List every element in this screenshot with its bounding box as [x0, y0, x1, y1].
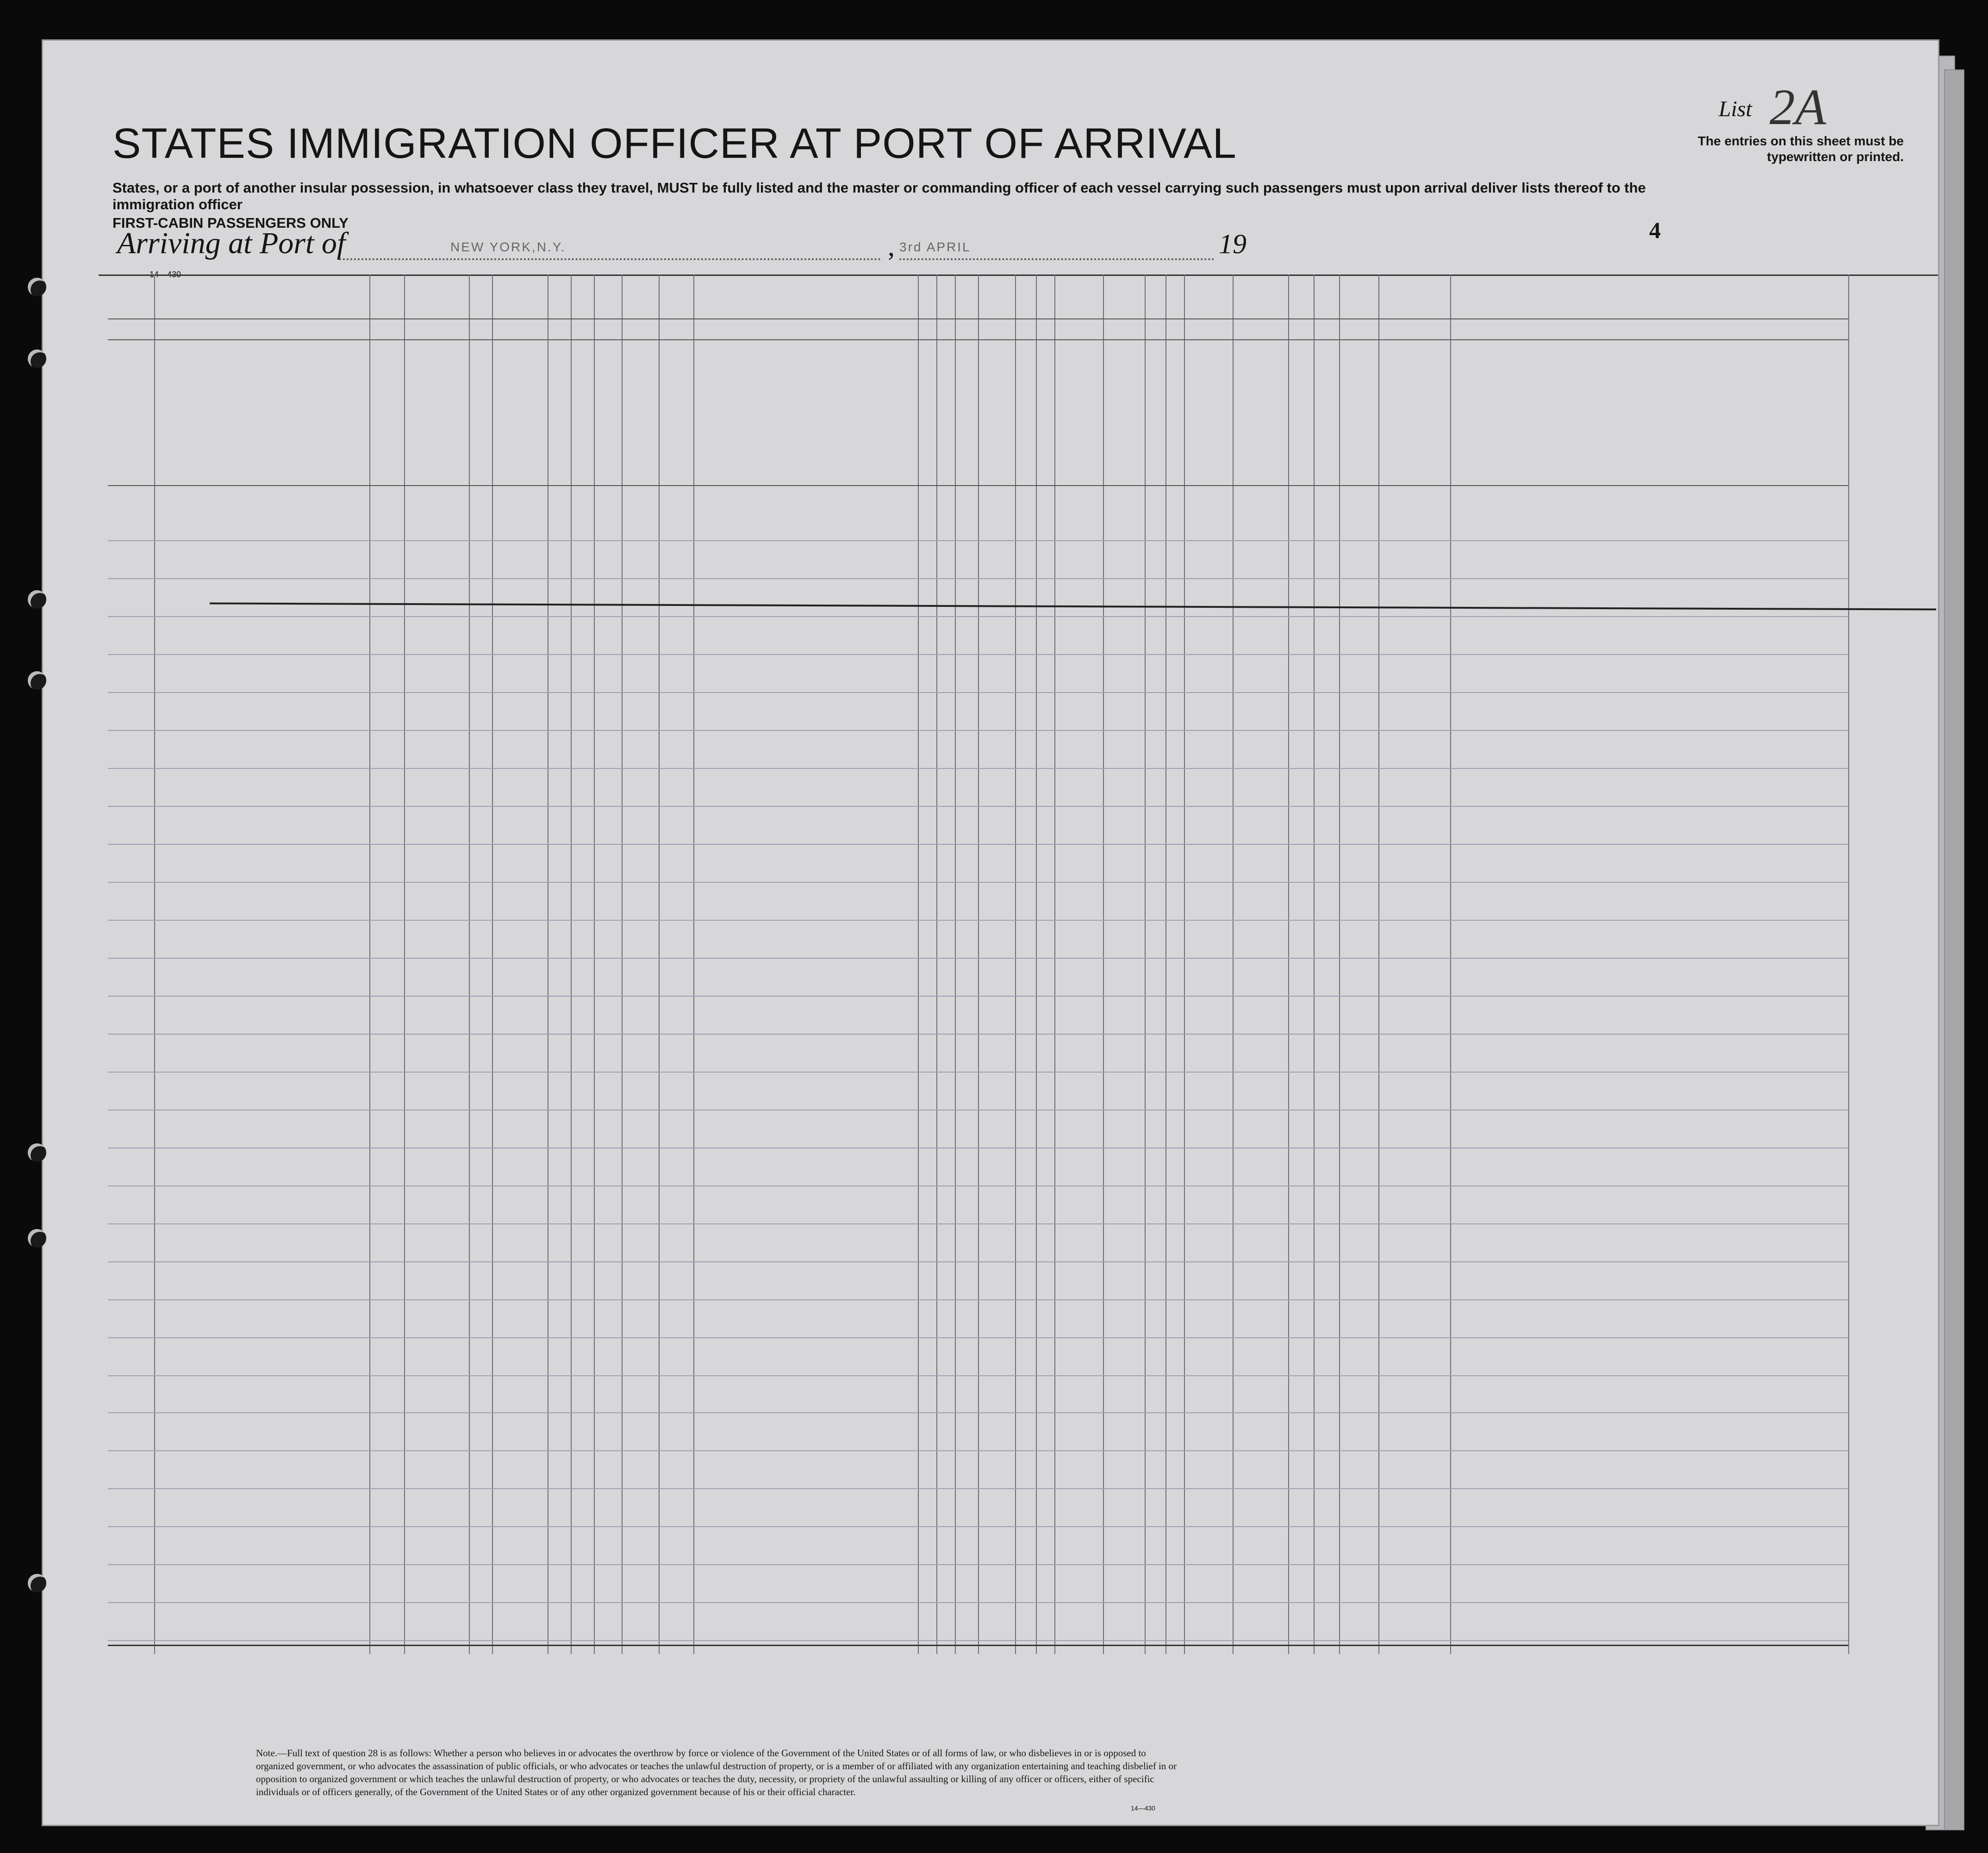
binding-hole: [28, 590, 46, 609]
row-rule: [108, 1526, 1848, 1527]
row-rule: [108, 1261, 1848, 1262]
binding-hole: [28, 1574, 46, 1592]
row-rule: [108, 1299, 1848, 1300]
manifest-sheet: [42, 39, 1939, 1826]
arriving-label: Arriving at Port of: [117, 226, 346, 260]
list-label: List: [1719, 97, 1752, 121]
column-rule: [1054, 275, 1055, 1654]
row-rule: [108, 1412, 1848, 1413]
column-rule: [1314, 275, 1315, 1654]
column-rule: [1848, 275, 1849, 1654]
row-rule: [108, 996, 1848, 997]
column-rule: [404, 275, 405, 1654]
binding-hole: [28, 671, 46, 690]
column-rule: [1339, 275, 1340, 1654]
year-prefix: 19: [1219, 229, 1246, 259]
row-rule: [108, 882, 1848, 883]
page-number: 4: [1649, 217, 1661, 243]
row-rule: [108, 958, 1848, 959]
column-rule: [1015, 275, 1016, 1654]
page-title: STATES IMMIGRATION OFFICER AT PORT OF ARRIVAL: [112, 120, 1237, 167]
row-rule: [108, 616, 1848, 617]
column-rule: [1145, 275, 1146, 1654]
row-rule: [108, 1223, 1848, 1224]
column-rule: [1103, 275, 1104, 1654]
typewritten-note: The entries on this sheet must be typewritten or printed.: [1698, 134, 1904, 164]
row-rule: [108, 578, 1848, 579]
column-rule: [659, 275, 660, 1654]
row-rule: [108, 920, 1848, 921]
binding-hole: [28, 1229, 46, 1248]
footnote-form-number: 14—430: [1131, 1804, 1155, 1812]
row-rule: [108, 730, 1848, 731]
row-rule: [108, 692, 1848, 693]
page-edge-right-2: [1944, 69, 1964, 1830]
row-rule: [108, 1337, 1848, 1338]
header-rule: [108, 339, 1848, 340]
column-rule: [622, 275, 623, 1654]
date-dotted-line: [899, 258, 1214, 260]
page-subtitle: States, or a port of another insular possession, in whatsoever class they travel, MUST be fully listed and the master or commanding officer of each vessel carrying such passengers must upon arrival deliver lists thereof to the immigration officer: [112, 180, 1646, 212]
date-value: 3rd APRIL: [899, 240, 971, 254]
row-rule: [108, 1450, 1848, 1451]
header-rule: [108, 318, 1848, 319]
row-rule: [108, 1185, 1848, 1186]
column-rule: [469, 275, 470, 1654]
column-rule: [955, 275, 956, 1654]
row-rule: [108, 1602, 1848, 1603]
port-dotted-line: [339, 258, 881, 260]
column-rule: [918, 275, 919, 1654]
port-value: NEW YORK,N.Y.: [450, 240, 566, 254]
row-rule: [108, 1640, 1848, 1641]
column-rule: [1288, 275, 1289, 1654]
column-rule: [594, 275, 595, 1654]
list-number: 2A: [1770, 79, 1826, 135]
column-rule: [936, 275, 937, 1654]
row-rule: [108, 844, 1848, 845]
date-comma: ,: [888, 231, 895, 262]
column-rule: [369, 275, 370, 1654]
row-rule: [108, 806, 1848, 807]
column-rule: [693, 275, 694, 1654]
row-rule: [108, 1110, 1848, 1111]
row-rule: [108, 1375, 1848, 1376]
column-rule: [571, 275, 572, 1654]
row-rule: [108, 1072, 1848, 1073]
column-rule: [1378, 275, 1379, 1654]
binding-hole: [28, 349, 46, 368]
column-rule: [1450, 275, 1451, 1654]
passenger-class: FIRST-CABIN PASSENGERS ONLY: [112, 215, 349, 231]
binding-hole: [28, 278, 46, 296]
row-rule: [108, 1488, 1848, 1489]
row-rule: [108, 1034, 1848, 1035]
header-rule: [108, 485, 1848, 486]
binding-hole: [28, 1143, 46, 1162]
column-rule: [1184, 275, 1185, 1654]
row-rule: [108, 540, 1848, 541]
footnote: Note.—Full text of question 28 is as follows: Whether a person who believes in or advocates the overthrow by force or violence of the Government of the United States or of all forms of law, or who disbelieves in or is opposed to organized government, or who advocates the assassination of public officials, or who advocates or teaches the unlawful destruction of property, or is a member of or affiliated with any organization entertaining and teaching disbelief in or opposition to organized government or which teaches the unlawful destruction of property, or who advocates or teaches the duty, necessity, or propriety of the unlawful assaulting or killing of any officer or officers, either of specific individuals or of officers generally, of the Government of the United States or of any other organized government because of his or their official character.: [256, 1747, 1177, 1797]
column-rule: [1036, 275, 1037, 1654]
column-rule: [1165, 275, 1166, 1654]
column-rule: [978, 275, 979, 1654]
row-rule: [108, 1564, 1848, 1565]
table-bottom-rule: [108, 1645, 1848, 1646]
column-rule: [492, 275, 493, 1654]
column-rule: [1233, 275, 1234, 1654]
manifest-table: [108, 275, 1848, 1654]
row-rule: [108, 768, 1848, 769]
row-rule: [108, 654, 1848, 655]
column-rule: [154, 275, 155, 1654]
